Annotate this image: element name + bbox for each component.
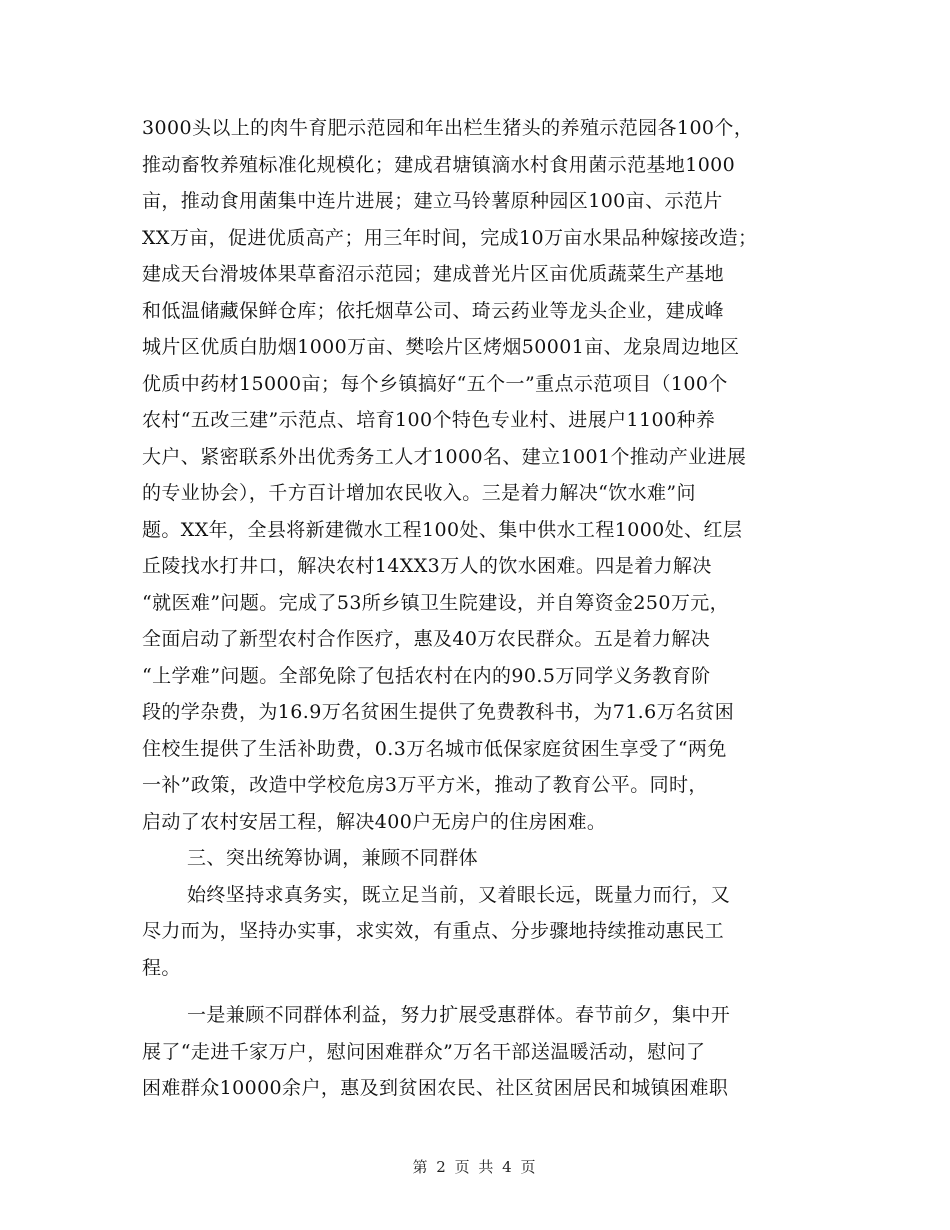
body-line: 的专业协会），千方百计增加农民收入。三是着力解决“饮水难”问 [142, 482, 696, 504]
body-line: “上学难”问题。全部免除了包括农村在内的90.5万同学义务教育阶 [142, 664, 711, 687]
section-heading: 三、突出统筹协调，兼顾不同群体 [187, 847, 479, 869]
body-line: 题。XX年，全县将新建微水工程100处、集中供水工程1000处、红层 [142, 518, 743, 541]
document-body [142, 110, 842, 1107]
body-line: 全面启动了新型农村合作医疗，惠及40万农民群众。五是着力解决 [142, 628, 711, 650]
page-number-footer: 第 2 页 共 4 页 [412, 1158, 538, 1176]
body-line: 段的学杂费，为16.9万名贫困生提供了免费教科书，为71.6万名贫困 [142, 701, 735, 723]
body-line: 启动了农村安居工程，解决400户无房户的住房困难。 [142, 810, 607, 833]
body-line: 和低温储藏保鲜仓库；依托烟草公司、琦云药业等龙头企业，建成峰 [142, 299, 725, 322]
body-line: 住校生提供了生活补助费，0.3万名城市低保家庭贫困生享受了“两免 [142, 737, 727, 760]
paragraph-line: 展了“走进千家万户，慰问困难群众”万名干部送温暖活动，慰问了 [142, 1040, 706, 1063]
body-line: 优质中药材15000亩；每个乡镇搞好“五个一”重点示范项目（100个 [142, 372, 728, 395]
body-line: 大户、紧密联系外出优秀务工人才1000名、建立1001个推动产业进展 [142, 445, 747, 468]
body-line: 城片区优质白肋烟1000万亩、樊哙片区烤烟50001亩、龙泉周边地区 [142, 336, 740, 358]
paragraph-line: 尽力而为，坚持办实事，求实效，有重点、分步骤地持续推动惠民工 [142, 920, 725, 942]
body-line: 农村“五改三建”示范点、培育100个特色专业村、进展户1100种养 [142, 409, 716, 431]
paragraph-line: 程。 [142, 956, 181, 979]
body-line: XX万亩，促进优质高产；用三年时间，完成10万亩水果品种嫁接改造； [142, 226, 758, 249]
body-line: 推动畜牧养殖标准化规模化；建成君塘镇滴水村食用菌示范基地1000 [142, 153, 736, 176]
paragraph-line: 始终坚持求真务实，既立足当前，又着眼长远，既量力而行，又 [187, 883, 731, 906]
paragraph-line: 困难群众10000余户，惠及到贫困农民、社区贫困居民和城镇困难职 [142, 1077, 729, 1099]
body-line: 3000头以上的肉牛育肥示范园和年出栏生猪头的养殖示范园各100个， [142, 117, 754, 139]
paragraph-line: 一是兼顾不同群体利益，努力扩展受惠群体。春节前夕，集中开 [187, 1004, 731, 1026]
body-line: 建成天台滑坡体果草畜沼示范园；建成普光片区亩优质蔬菜生产基地 [142, 263, 725, 285]
body-line: 亩，推动食用菌集中连片进展；建立马铃薯原种园区100亩、示范片 [142, 190, 723, 212]
body-line: “就医难”问题。完成了53所乡镇卫生院建设，并自筹资金250万元， [142, 591, 730, 614]
body-line: 丘陵找水打井口，解决农村14XX3万人的饮水困难。四是着力解决 [142, 555, 712, 577]
body-line: 一补”政策，改造中学校危房3万平方米，推动了教育公平。同时， [142, 774, 708, 796]
